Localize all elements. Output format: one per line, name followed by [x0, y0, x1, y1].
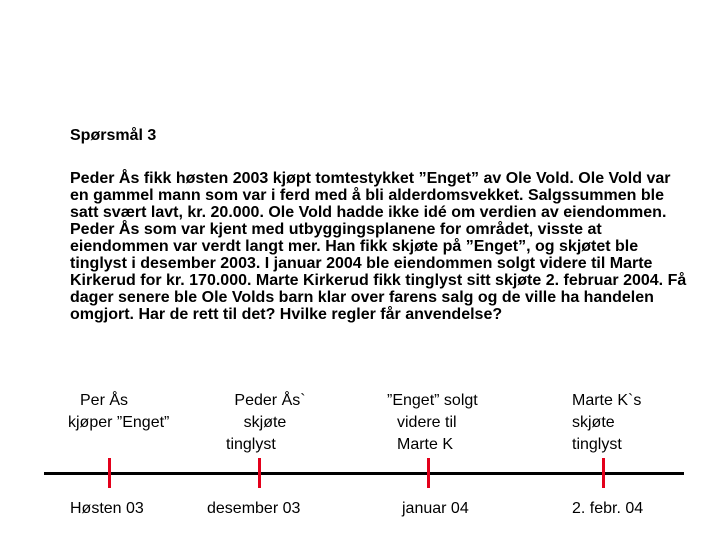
event-label-line: skjøte	[572, 414, 615, 431]
event-label-line: skjøte	[243, 414, 287, 431]
event-label-line: Peder Ås`	[234, 392, 306, 409]
event-label-line: tinglyst	[226, 436, 276, 453]
event-label-line: kjøper ”Enget”	[68, 414, 170, 431]
event-label-line: Marte K`s	[572, 392, 642, 409]
timeline-tick-1	[108, 458, 111, 488]
event-date-1: Høsten 03	[70, 500, 144, 517]
question-title: Spørsmål 3	[70, 127, 157, 144]
event-label-line: tinglyst	[572, 436, 622, 453]
event-label-line: Marte K	[397, 436, 454, 453]
event-date-4: 2. febr. 04	[572, 500, 644, 517]
event-label-line: ”Enget” solgt	[387, 392, 478, 409]
event-label-3	[387, 390, 507, 456]
event-label-line: Per Ås	[80, 392, 129, 409]
event-label-4	[572, 390, 641, 456]
timeline-tick-2	[258, 458, 261, 488]
event-date-3: januar 04	[402, 500, 469, 517]
event-label-2	[220, 390, 310, 456]
timeline-tick-3	[427, 458, 430, 488]
timeline-tick-4	[602, 458, 605, 488]
event-date-2: desember 03	[207, 500, 301, 517]
question-text: Peder Ås fikk høsten 2003 kjøpt tomtestykket ”Enget” av Ole Vold. Ole Vold var en gammel mann som var i ferd med å bli alderdomsvekket. Salgssummen ble satt svært lavt, kr. 20.000. Ole Vold hadde ikke idé om verdien av eiendommen. Peder Ås som var kjent med utbyggingsplanene for området, visste at eiendommen var verdt langt mer. Han fikk skjøte på ”Enget”, og skjøtet ble tinglyst i desember 2003. I januar 2004 ble eiendommen solgt videre til Marte Kirkerud for kr. 170.000. Marte Kirkerud fikk tinglyst sitt skjøte 2. februar 2004. Få dager senere ble Ole Volds barn klar over farens salg og de ville ha handelen omgjort. Har de rett til det? Hvilke regler får anvendelse?	[70, 170, 687, 323]
timeline-axis	[44, 472, 684, 475]
event-label-line: videre til	[397, 414, 457, 431]
event-label-1	[68, 390, 169, 434]
